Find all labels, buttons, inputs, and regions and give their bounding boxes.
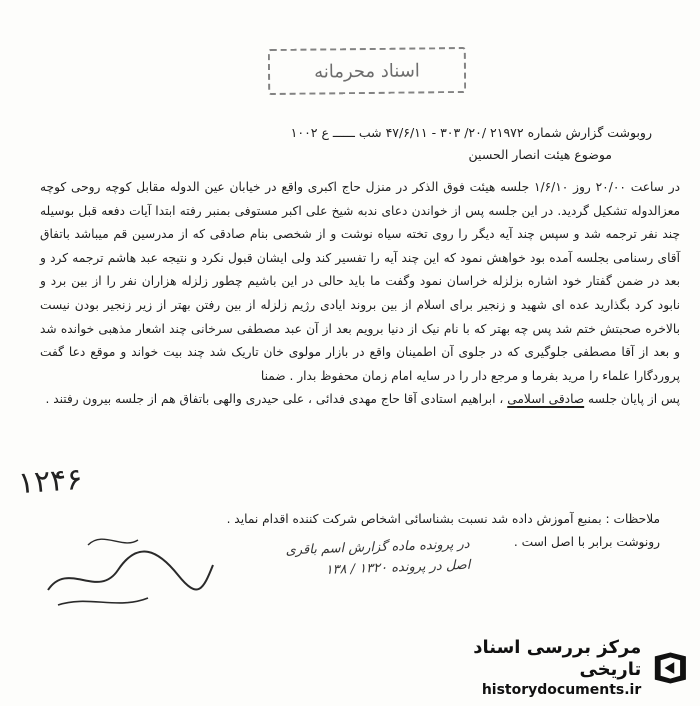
report-paragraph-closing: [40, 388, 680, 412]
watermark-text: [412, 637, 641, 699]
handwritten-file-number: ۱۲۴۶: [16, 461, 84, 502]
signature-icon: [28, 520, 228, 620]
closing-text-before: پس از پایان جلسه: [588, 392, 680, 407]
watermark-url: historydocuments.ir: [481, 682, 642, 698]
report-header: [52, 122, 652, 166]
handwritten-note: [285, 537, 470, 579]
report-paragraph-main: در ساعت ۲۰/۰۰ روز ۱/۶/۱۰ جلسه هیئت فوق الذکر در منزل حاج اکبری واقع در خیابان عین الدوله مقابل کوچه روحی کوچه معزالدوله تشکیل گردید. در این جلسه پس از خواندن دعای ندبه شیخ علی اکبر مستوفی بمنبر رفته ابتدا آیات دفعه قبل بوسیله چند نفر ترجمه شد و سپس چند آیه دیگر را روی تخته سیاه نوشت و از شخصی بنام صادقی که از مدرسین قم میباشد باتفاق آقای رسنامی بجلسه آمده بود خواهش نمود که این چند آیه را تفسیر کند ولی ایشان قبول نکرد و نتیجه عبد هاشم ترجمه کرد و بعد در ضمن گفتار خود اشاره بزلزله خراسان نمود وگفت ما باید حالی در این باشیم چطور زلزله هزاران نفر را از بین برد و نابود کرد بگذارید عده ای شهید و زنجیر برای اسلام از بین بروند ایادی رژیم زلزله از بین رفتن بهتر از زیر زنجیر بودن نیست بالاخره صحبتش ختم شد پس چه بهتر که با نام نیک از دنیا برویم بعد از آن عبد مصطفی سرخانی چند اشعار مذهبی خوانده شد و بعد از آقا مصطفی جلوگیری که در جلوی آن اطمینان واقع در بازار مولوی خان تاریک شد چند بیت خواند و موقع دعا گفت پروردگارا علماء را مرید بفرما و مرجع دار را در سایه امام زمان محفوظ بدار . ضمنا: [40, 180, 681, 383]
remarks-line: ملاحظات : بمنبع آموزش داده شد نسبت بشناسائی اشخاص شرکت کننده اقدام نماید .: [226, 512, 660, 526]
archive-watermark: [412, 637, 692, 698]
underlined-name: صادقی اسلامی: [507, 392, 585, 407]
handwritten-date-line: اصل در پرونده ۱۳۲۰ / ۱۳۸: [325, 557, 471, 578]
report-subject-line: موضوع هیئت انصار الحسین: [468, 147, 612, 162]
handwritten-note-line: در پرونده ماده گزارش اسم باقری: [285, 536, 470, 559]
watermark-title: مرکز بررسی اسناد تاریخی: [473, 637, 642, 680]
closing-text-after: ، ابراهیم استادی آقا حاج مهدی فدائی ، علی حیدری والهی باتفاق هم از جلسه بیرون رفتند .: [45, 392, 504, 407]
classification-stamp: [268, 47, 466, 95]
report-body: [40, 176, 680, 412]
stamp-text: اسناد محرمانه: [314, 59, 420, 83]
copy-certification-line: رونوشت برابر با اصل است .: [513, 535, 660, 549]
book-arrow-logo-icon: [649, 646, 692, 690]
report-reference-line: روبوشت گزارش شماره ۲۱۹۷۲ /۲۰/ ۳۰۳ - ۴۷/۶/۱۱ شب ــــــ ع ۱۰۰۲: [290, 125, 652, 140]
